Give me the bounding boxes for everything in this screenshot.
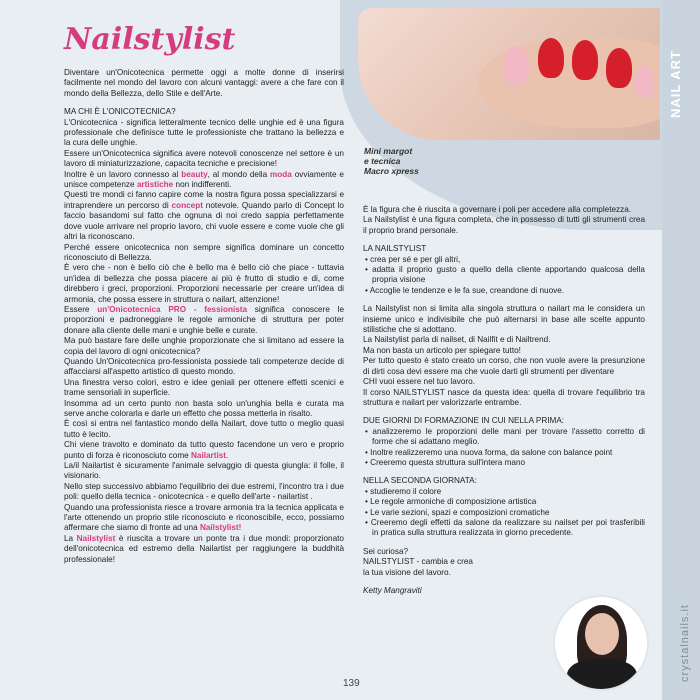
list-item: • Le regole armoniche di composizione artistica (365, 497, 537, 507)
section-heading: DUE GIORNI DI FORMAZIONE IN CUI NELLA PRIMA: (363, 416, 565, 426)
section-heading: NELLA SECONDA GIORNATA: (363, 476, 477, 486)
section-label: NAIL ART (668, 50, 683, 118)
right-column (363, 205, 645, 596)
list-item: • adatta il proprio gusto a quello della cliente apportando qualcosa della propria visione (365, 265, 645, 285)
nail-red-art (572, 40, 598, 80)
list-item: • analizzeremo le proporzioni delle mani per trovare l'assetto corretto di forme che si adattano meglio. (365, 426, 645, 447)
paragraph: L'Onicotecnica - significa letteralmente tecnico delle unghie ed è una figura professionale che definisce tutte le professioniste che trattano la bellezza e la cura delle unghie. (64, 117, 344, 148)
paragraph: È vero che - non è bello ciò che è bello ma è bello ciò che piace - tuttavia un'idea di bellezza che possa piacere ai più è frutto di studio e di, come direbbero i greci, proporzioni. Proporzioni necessarie per creare un'idea di armonia, che possa essere in struttura o nailart, attenzione! (64, 263, 344, 304)
paragraph: Una finestra verso colori, estro e idee geniali per ottenere effetti scenici e trame sensoriali in superficie. (64, 377, 344, 398)
section-heading: MA CHI È L'ONICOTECNICA? (64, 107, 176, 117)
website-url: crystalnails.it (679, 604, 691, 682)
paragraph: La Nailstylist non si limita alla singola struttura o nailart ma le considera un insieme unico e indivisibile che può alternarsi in base alle scelte appunto stilistiche che si adottano. (363, 304, 645, 335)
paragraph: È così si entra nel fantastico mondo della Nailart, dove tutto o meglio quasi tutto è lecito. (64, 419, 344, 439)
paragraph: Inoltre è un lavoro connesso al beauty, al mondo della moda ovviamente e unisce competenze artistiche non indifferenti. (64, 169, 344, 190)
article-title: Nailstylist (64, 22, 236, 57)
intro-paragraph: Diventare un'Onicotecnica permette oggi a molte donne di inserirsi facilmente nel mondo del lavoro con alcuni vantaggi: avere a che fare con il mondo della Bellezza, dello Stile e dell'Arte. (64, 68, 344, 98)
paragraph: Il corso NAILSTYLIST nasce da questa idea: quella di trovare l'equilibrio tra struttura e nailart per valorizzarle entrambe. (363, 387, 645, 407)
paragraph: Essere un'Onicotecnica significa avere notevoli conoscenze nel settore è un lavoro di miniaturizzazione, capacita tecniche e precisione! (64, 148, 344, 169)
paragraph: Ma non basta un articolo per spiegare tutto! (363, 345, 521, 355)
nail-pink (634, 66, 654, 98)
paragraph: La/il Nailartist è sicuramente l'animale selvaggio di questa giungla: il folle, il visionario. (64, 461, 344, 481)
paragraph: Quando Un'Onicotecnica pro-fessionista possiede tali competenze decide di affacciarsi all'aspetto artistico di questo mondo. (64, 356, 344, 377)
paragraph: È la figura che è riuscita a governare i poli per accedere alla completezza. (363, 205, 632, 214)
paragraph: Per tutto questo è stato creato un corso, che non vuole avere la presunzione di dirti cosa devi essere ma che vuole darti gli strumenti per diventare (363, 356, 645, 376)
closing-line: la tua visione del lavoro. (363, 567, 451, 577)
author-signature: Ketty Mangraviti (363, 586, 422, 595)
paragraph: Essere un'Onicotecnica PRO - fessionista significa conoscere le proporzioni e padroneggiare le regole armoniche di struttura per poter donare alla cliente delle mani e unghie belle e curate. (64, 304, 345, 335)
portrait-face (585, 613, 619, 655)
paragraph: La Nailstylist è una figura completa, che in possesso di tutti gli strumenti crea il proprio brand personale. (363, 215, 645, 235)
paragraph: Perché essere onicotecnica non sempre significa dominare un concetto riconosciuto di Bellezza. (64, 242, 344, 262)
closing-question: Sei curiosa? (363, 546, 409, 556)
paragraph: Ma può bastare fare delle unghie proporzionate che si limitano ad essere la copia del lavoro di ogni onicotecnica? (64, 336, 344, 356)
hand-illustration (478, 38, 660, 128)
paragraph: La Nailstylist parla di nailset, di Nailfit e di Nailtrend. (363, 335, 551, 345)
list-item: • Creeremo degli effetti da salone da realizzare su nailset per poi trasferibili in pratica sulla struttura realizzata in giorno precedente. (365, 517, 645, 538)
left-column (64, 68, 344, 565)
page-number: 139 (343, 678, 360, 689)
list-item: • Inoltre realizzeremo una nuova forma, da salone con balance point (365, 447, 613, 457)
paragraph: CHI vuoi essere nel tuo lavoro. (363, 377, 475, 387)
nail-red (606, 48, 632, 88)
list-item: • Accoglie le tendenze e le fa sue, creandone di nuove. (365, 285, 565, 295)
nail-red (538, 38, 564, 78)
paragraph: Insomma ad un certo punto non basta solo un'unghia bella e curata ma serve anche colorarla e darle un effetto che possa metterla in risalto. (64, 398, 344, 418)
paragraph: Nello step successivo abbiamo l'equilibrio dei due estremi, l'incontro tra i due poli: quello della tecnica - onicotecnica - e quello dell'arte - nailartist . (64, 481, 344, 502)
list-item: • Creeremo questa struttura sull'intera mano (365, 457, 526, 467)
paragraph: Chi viene travolto e dominato da tutto questo facendone un vero e proprio punto di forza è riconosciuto come Nailartist. (64, 440, 344, 460)
section-heading: LA NAILSTYLIST (363, 244, 427, 254)
nail-art-photo (358, 8, 660, 140)
portrait-shirt (567, 659, 637, 689)
paragraph: Questi tre mondi ci fanno capire come la nostra figura possa specializzarsi e intraprendere un percorso di concept notevole. Quando parlo di Concept lo faccio basandomi sul fatto che ognuna di noi credo sappia perfettamente dove vuole arrivare nel proprio lavoro, chi vuole essere e come vuole che gli altri la riconoscano. (64, 190, 344, 242)
closing-line: NAILSTYLIST - cambia e crea (363, 557, 473, 567)
nail-pink (503, 46, 529, 86)
paragraph: La Nailstylist è riuscita a trovare un ponte tra i due mondi: proporzionato dell'onicotecnica ed estremo della Nailartist per raggiungere la buddhità professionale! (64, 533, 344, 564)
list-item: • Le varie sezioni, spazi e composizioni cromatiche (365, 507, 550, 517)
photo-caption: Mini margot e tecnica Macro xpress (364, 146, 419, 176)
list-item: • studieremo il colore (365, 486, 442, 496)
list-item: • crea per sé e per gli altri, (365, 254, 461, 264)
paragraph: Quando una professionista riesce a trovare armonia tra la tecnica applicata e l'arte ottenendo un proprio stile riconosciuto e riconoscibile, ecco, possiamo affermare che siamo di fronte ad una Nailstylist! (64, 502, 344, 533)
author-portrait (555, 597, 647, 689)
